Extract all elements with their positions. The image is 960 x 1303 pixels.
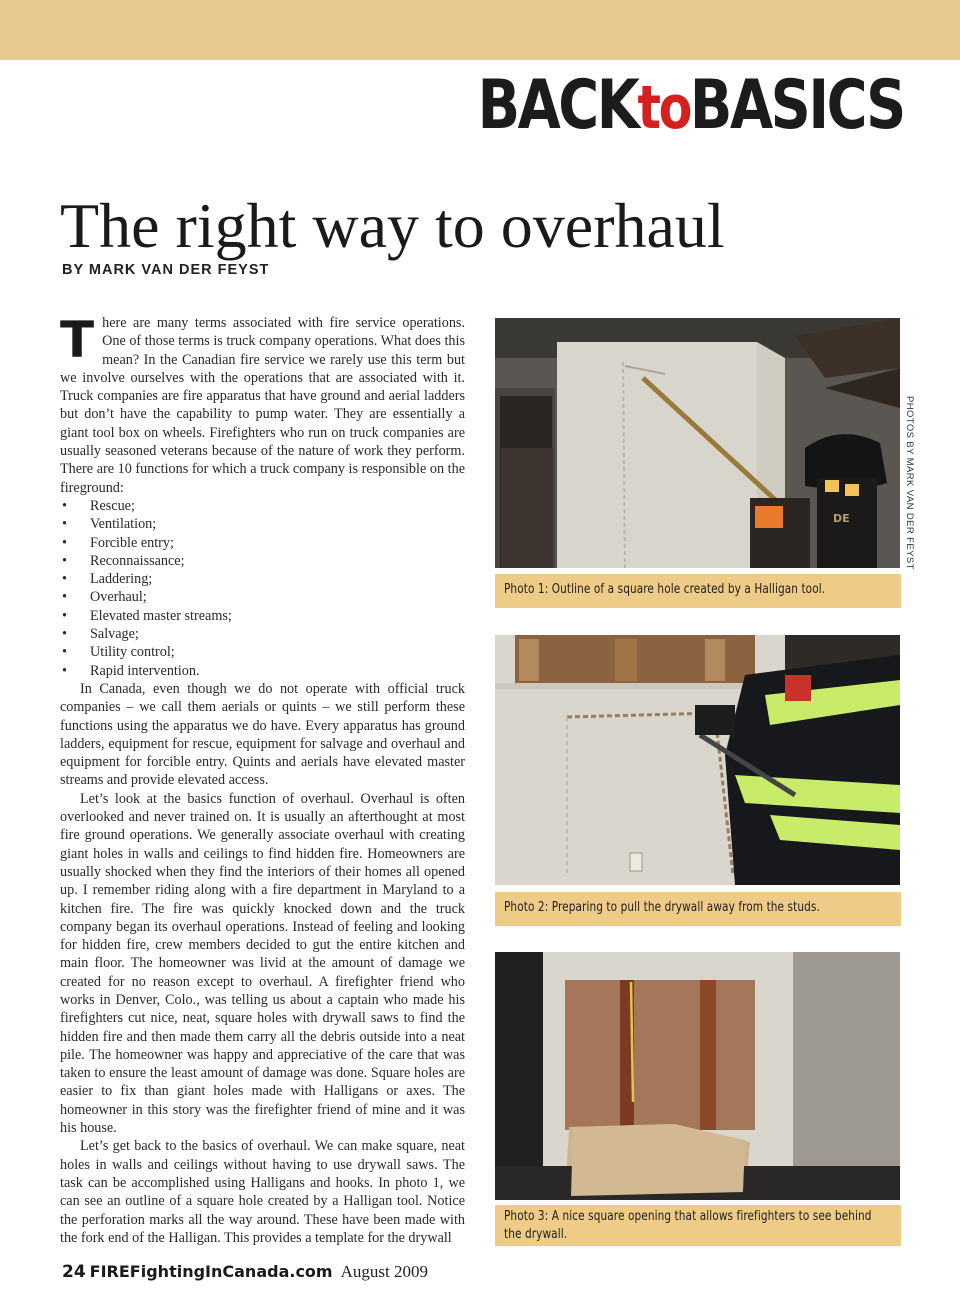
- function-item: [60, 662, 465, 680]
- function-item: [60, 497, 465, 515]
- section-title-to: to: [637, 73, 691, 143]
- caption-photo-1: [495, 574, 901, 608]
- function-label: Utility control;: [90, 644, 175, 661]
- bullet-icon: •: [62, 626, 67, 643]
- function-label: Elevated master streams;: [90, 607, 232, 624]
- function-label: Rapid intervention.: [90, 662, 200, 679]
- page-footer: [62, 1262, 428, 1282]
- caption-1-text: Photo 1: Outline of a square hole created by a Halligan tool.: [504, 582, 826, 597]
- paragraph-2: In Canada, even though we do not operate with official truck companies – we call them aerials or quints – we still perform these functions using the apparatus we do have. Every apparatus has ground ladders, equipment for rescue, equipment for salvage and overhaul and equipment for forcible entry. Quints and aerials have elevated master streams and provide elevated access.: [60, 680, 465, 789]
- paragraph-4: Let’s get back to the basics of overhaul. We can make square, neat holes in walls and ceilings without having to use drywall saws. The task can be accomplished using Halligans and hooks. In photo 1, we can see an outline of a square hole created by a Halligan tool. Notice the perforation marks all the way around. These have been made with the fork end of the Halligan. This provides a template for the drywall: [60, 1138, 465, 1246]
- bullet-icon: •: [62, 607, 67, 624]
- drop-cap: T: [60, 311, 95, 369]
- function-label: Laddering;: [90, 571, 153, 588]
- caption-3-text: Photo 3: A nice square opening that allows firefighters to see behind the drywall.: [504, 1209, 872, 1242]
- photo-2: [495, 635, 900, 885]
- page-number: 24: [62, 1262, 86, 1282]
- bullet-icon: •: [62, 571, 67, 588]
- function-item: [60, 588, 465, 606]
- function-item: [60, 534, 465, 552]
- function-label: Rescue;: [90, 497, 135, 514]
- section-title-back: BACK: [477, 66, 638, 145]
- function-item: [60, 643, 465, 661]
- function-list: [60, 497, 465, 680]
- caption-photo-3: [495, 1205, 901, 1246]
- bullet-icon: •: [62, 644, 67, 661]
- function-item: [60, 625, 465, 643]
- intro-text: here are many terms associated with fire service operations. One of those terms is truck company operations. What does this mean? In the Canadian fire service we rarely use this term but we involve ourselves with the operations that are associated with it. Truck companies are fire apparatus that have ground and aerial ladders but don’t have the capability to pump water. They are essentially a giant tool box on wheels. Firefighters who run on truck companies are usually seasoned veterans because of the nature of work they perform. There are 10 functions for which a truck company is responsible on the fireground:: [60, 315, 465, 496]
- function-item: [60, 552, 465, 570]
- bullet-icon: •: [62, 534, 67, 551]
- function-label: Overhaul;: [90, 589, 147, 606]
- photo-3: [495, 952, 900, 1200]
- section-title-basics: BASICS: [690, 66, 904, 145]
- byline: BY MARK VAN DER FEYST: [62, 262, 270, 278]
- function-item: [60, 515, 465, 533]
- photo-credit: [903, 396, 917, 576]
- function-label: Salvage;: [90, 626, 139, 643]
- function-label: Forcible entry;: [90, 534, 174, 551]
- photo-credit-text: PHOTOS BY MARK VAN DER FEYST: [904, 396, 915, 570]
- bullet-icon: •: [62, 516, 67, 533]
- caption-2-text: Photo 2: Preparing to pull the drywall away from the studs.: [504, 900, 820, 915]
- bullet-icon: •: [62, 497, 67, 514]
- article-body: [60, 311, 465, 1247]
- caption-photo-2: [495, 892, 901, 926]
- paragraph-3: Let’s look at the basics function of overhaul. Overhaul is often overlooked and never trained on. It is usually an afterthought at most fire ground operations. We generally associate overhaul with creating giant holes in walls and ceilings to find hidden fire. Homeowners are usually shocked when they find the interiors of their homes all opened up. I remember riding along with a fire department in Maryland to a kitchen fire. The fire was quickly knocked down and the truck company began its overhaul operations. Instead of feeling and looking for hidden fire, crew members decided to gut the entire kitchen and main floor. The homeowner was livid at the amount of damage we created for no reason except to overhaul. A firefighter friend who works in Denver, Colo., was telling us about a captain who made his firefighters cut nice, neat, square holes with drywall saws to find the hidden fire and then made them carry all the debris outside into a neat pile. The homeowner was happy and appreciative of the care that was taken to ensure the least amount of damage was done. Square holes are easier to fix than giant holes made with Halligans or axes. The homeowner in this story was the firefighter friend of mine and it was his house.: [60, 790, 465, 1137]
- function-label: Ventilation;: [90, 516, 157, 533]
- bullet-icon: •: [62, 662, 67, 679]
- intro-paragraph: [60, 311, 465, 497]
- function-label: Reconnaissance;: [90, 552, 185, 569]
- bullet-icon: •: [62, 552, 67, 569]
- helmet-label: DE: [833, 512, 850, 525]
- footer-site: FIREFightingInCanada.com: [89, 1262, 333, 1281]
- bullet-icon: •: [62, 589, 67, 606]
- article-title: The right way to overhaul: [60, 190, 725, 261]
- top-color-band: [0, 0, 960, 60]
- footer-date: August 2009: [340, 1262, 428, 1281]
- photo-1: [495, 318, 900, 568]
- function-item: [60, 607, 465, 625]
- function-item: [60, 570, 465, 588]
- section-title: [478, 66, 904, 148]
